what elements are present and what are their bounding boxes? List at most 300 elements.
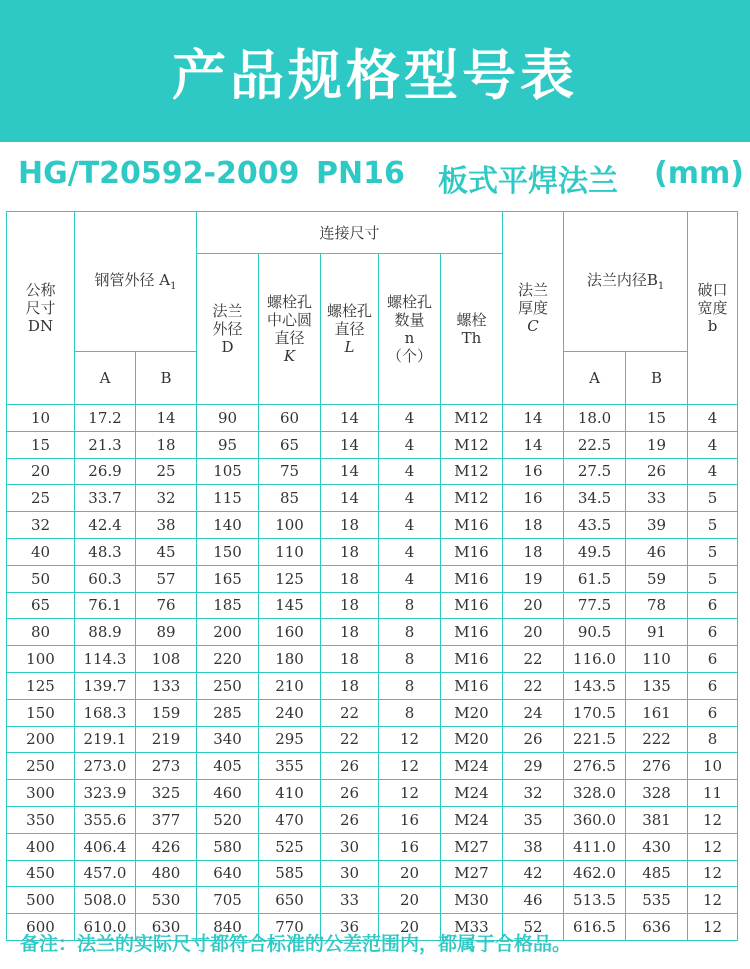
table-cell: M16 xyxy=(441,619,503,646)
table-cell: 6 xyxy=(688,699,738,726)
table-cell: 20 xyxy=(7,458,75,485)
table-cell: 52 xyxy=(503,914,564,941)
table-cell: 20 xyxy=(379,860,441,887)
table-cell: 100 xyxy=(7,646,75,673)
table-row xyxy=(7,860,738,887)
table-cell: 616.5 xyxy=(564,914,626,941)
header-bolt-qty-l1: 螺栓孔 xyxy=(387,293,433,311)
table-cell: 42.4 xyxy=(75,512,136,539)
table-cell: 34.5 xyxy=(564,485,626,512)
table-cell: 16 xyxy=(503,485,564,512)
table-cell: 25 xyxy=(136,458,197,485)
table-cell: 460 xyxy=(197,780,259,807)
table-cell: 85 xyxy=(259,485,321,512)
table-cell: 168.3 xyxy=(75,699,136,726)
table-cell: 105 xyxy=(197,458,259,485)
table-cell: 426 xyxy=(136,833,197,860)
table-cell: 485 xyxy=(626,860,688,887)
table-cell: 90 xyxy=(197,405,259,432)
table-cell: 33 xyxy=(626,485,688,512)
header-bevel-l2: 宽度 xyxy=(697,299,728,317)
table-cell: 5 xyxy=(688,485,738,512)
table-cell: 273 xyxy=(136,753,197,780)
table-cell: 276.5 xyxy=(564,753,626,780)
table-cell: 18 xyxy=(503,512,564,539)
table-cell: 470 xyxy=(259,806,321,833)
table-cell: 18.0 xyxy=(564,405,626,432)
table-cell: 500 xyxy=(7,887,75,914)
table-cell: 5 xyxy=(688,565,738,592)
table-cell: 150 xyxy=(197,538,259,565)
header-flange-od-l2: 外径 xyxy=(212,320,243,338)
table-cell: 19 xyxy=(503,565,564,592)
table-cell: 143.5 xyxy=(564,672,626,699)
table-cell: 40 xyxy=(7,538,75,565)
table-cell: 18 xyxy=(321,565,379,592)
table-cell: 161 xyxy=(626,699,688,726)
table-cell: 116.0 xyxy=(564,646,626,673)
table-cell: 12 xyxy=(688,860,738,887)
table-cell: 24 xyxy=(503,699,564,726)
table-cell: 8 xyxy=(379,619,441,646)
table-cell: 285 xyxy=(197,699,259,726)
table-cell: 48.3 xyxy=(75,538,136,565)
table-cell: 19 xyxy=(626,431,688,458)
header-pipe-od-sub: 1 xyxy=(170,280,177,292)
table-cell: 29 xyxy=(503,753,564,780)
table-cell: 350 xyxy=(7,806,75,833)
table-cell: 12 xyxy=(688,806,738,833)
table-cell: 42 xyxy=(503,860,564,887)
table-cell: 273.0 xyxy=(75,753,136,780)
table-cell: 20 xyxy=(503,592,564,619)
table-cell: 340 xyxy=(197,726,259,753)
table-row xyxy=(7,806,738,833)
header-pipe-b: B xyxy=(136,352,197,405)
table-cell: 4 xyxy=(688,458,738,485)
table-cell: 36 xyxy=(321,914,379,941)
header-bolt-qty-l2: 数量 xyxy=(394,311,425,329)
table-cell: 630 xyxy=(136,914,197,941)
table-cell: 640 xyxy=(197,860,259,887)
table-cell: 135 xyxy=(626,672,688,699)
table-cell: 89 xyxy=(136,619,197,646)
table-cell: 457.0 xyxy=(75,860,136,887)
header-flange-id-label: 法兰内径B xyxy=(586,270,658,289)
table-cell: 4 xyxy=(688,405,738,432)
table-row xyxy=(7,538,738,565)
table-cell: 220 xyxy=(197,646,259,673)
table-cell: 4 xyxy=(688,431,738,458)
table-cell: 4 xyxy=(379,512,441,539)
table-cell: 77.5 xyxy=(564,592,626,619)
table-cell: 26 xyxy=(321,780,379,807)
table-row xyxy=(7,672,738,699)
table-cell: 411.0 xyxy=(564,833,626,860)
table-cell: 45 xyxy=(136,538,197,565)
header-id-b: B xyxy=(626,352,688,405)
table-cell: 160 xyxy=(259,619,321,646)
table-cell: 355 xyxy=(259,753,321,780)
table-row xyxy=(7,512,738,539)
table-cell: 100 xyxy=(259,512,321,539)
table-cell: 535 xyxy=(626,887,688,914)
table-cell: 38 xyxy=(503,833,564,860)
table-cell: M20 xyxy=(441,699,503,726)
table-cell: 78 xyxy=(626,592,688,619)
table-cell: 16 xyxy=(379,806,441,833)
table-cell: 50 xyxy=(7,565,75,592)
table-cell: 200 xyxy=(7,726,75,753)
table-cell: 840 xyxy=(197,914,259,941)
table-cell: M16 xyxy=(441,538,503,565)
table-cell: 8 xyxy=(379,592,441,619)
table-cell: 125 xyxy=(259,565,321,592)
table-cell: 170.5 xyxy=(564,699,626,726)
table-row xyxy=(7,458,738,485)
table-cell: 10 xyxy=(7,405,75,432)
table-cell: 450 xyxy=(7,860,75,887)
table-cell: 770 xyxy=(259,914,321,941)
table-cell: 32 xyxy=(503,780,564,807)
table-cell: 6 xyxy=(688,672,738,699)
header-dn-l2: 尺寸 xyxy=(25,299,56,317)
table-cell: M12 xyxy=(441,431,503,458)
table-cell: 400 xyxy=(7,833,75,860)
table-cell: 300 xyxy=(7,780,75,807)
header-bolt-hole-l1: 螺栓孔 xyxy=(327,302,373,320)
table-cell: 65 xyxy=(7,592,75,619)
table-cell: 480 xyxy=(136,860,197,887)
header-bolt-qty-l3: n xyxy=(404,329,415,347)
table-cell: 377 xyxy=(136,806,197,833)
table-cell: 185 xyxy=(197,592,259,619)
table-cell: 705 xyxy=(197,887,259,914)
table-cell: 4 xyxy=(379,538,441,565)
table-cell: 18 xyxy=(503,538,564,565)
table-cell: 61.5 xyxy=(564,565,626,592)
table-cell: 114.3 xyxy=(75,646,136,673)
table-cell: 57 xyxy=(136,565,197,592)
header-flange-od-l1: 法兰 xyxy=(212,302,243,320)
header-flange-od xyxy=(197,254,259,405)
table-cell: 133 xyxy=(136,672,197,699)
header-bolt-circle-l1: 螺栓孔 xyxy=(267,293,313,311)
table-cell: 80 xyxy=(7,619,75,646)
header-bevel xyxy=(688,212,738,405)
table-cell: 33.7 xyxy=(75,485,136,512)
spec-table xyxy=(6,211,738,941)
table-cell: 49.5 xyxy=(564,538,626,565)
table-cell: M16 xyxy=(441,646,503,673)
header-bolt-l1: 螺栓 xyxy=(456,311,487,329)
table-cell: 250 xyxy=(197,672,259,699)
table-cell: 14 xyxy=(503,405,564,432)
table-cell: M12 xyxy=(441,405,503,432)
table-cell: 219.1 xyxy=(75,726,136,753)
table-cell: 95 xyxy=(197,431,259,458)
table-cell: M16 xyxy=(441,592,503,619)
header-connection: 连接尺寸 xyxy=(197,212,503,254)
table-cell: 140 xyxy=(197,512,259,539)
table-cell: 6 xyxy=(688,619,738,646)
product-name: 板式平焊法兰 xyxy=(438,164,618,199)
header-pipe-od-label: 钢管外径 A xyxy=(94,270,171,289)
table-cell: 75 xyxy=(259,458,321,485)
header-bolt-circle-l3: 直径 xyxy=(274,329,305,347)
header-bolt-hole-l2: 直径 xyxy=(334,320,365,338)
table-row xyxy=(7,753,738,780)
table-cell: 8 xyxy=(379,672,441,699)
header-flange-id xyxy=(564,212,688,352)
table-cell: 12 xyxy=(688,833,738,860)
table-cell: M16 xyxy=(441,672,503,699)
table-cell: 14 xyxy=(321,485,379,512)
table-cell: 12 xyxy=(379,780,441,807)
header-thickness xyxy=(503,212,564,405)
table-cell: 18 xyxy=(321,512,379,539)
table-cell: 430 xyxy=(626,833,688,860)
table-cell: 150 xyxy=(7,699,75,726)
table-body xyxy=(7,405,738,941)
table-row xyxy=(7,405,738,432)
table-cell: M16 xyxy=(441,512,503,539)
header-thickness-l2: 厚度 xyxy=(518,299,549,317)
table-cell: 26 xyxy=(626,458,688,485)
table-cell: 5 xyxy=(688,538,738,565)
table-cell: 520 xyxy=(197,806,259,833)
table-cell: 17.2 xyxy=(75,405,136,432)
table-cell: 18 xyxy=(321,592,379,619)
table-cell: 46 xyxy=(503,887,564,914)
table-cell: 328 xyxy=(626,780,688,807)
table-cell: 165 xyxy=(197,565,259,592)
table-cell: 508.0 xyxy=(75,887,136,914)
table-row xyxy=(7,887,738,914)
table-cell: 585 xyxy=(259,860,321,887)
table-row xyxy=(7,619,738,646)
table-cell: 600 xyxy=(7,914,75,941)
table-cell: M20 xyxy=(441,726,503,753)
table-cell: 39 xyxy=(626,512,688,539)
table-cell: 91 xyxy=(626,619,688,646)
table-cell: 26 xyxy=(321,806,379,833)
table-cell: 14 xyxy=(321,405,379,432)
table-cell: 110 xyxy=(259,538,321,565)
table-cell: 250 xyxy=(7,753,75,780)
table-cell: 26 xyxy=(321,753,379,780)
table-cell: 14 xyxy=(503,431,564,458)
table-cell: 90.5 xyxy=(564,619,626,646)
table-cell: 110 xyxy=(626,646,688,673)
table-cell: 525 xyxy=(259,833,321,860)
table-cell: 12 xyxy=(688,887,738,914)
table-row xyxy=(7,431,738,458)
table-cell: 5 xyxy=(688,512,738,539)
table-cell: 20 xyxy=(379,914,441,941)
table-cell: 405 xyxy=(197,753,259,780)
table-cell: 11 xyxy=(688,780,738,807)
table-cell: 43.5 xyxy=(564,512,626,539)
header-bolt-qty-l4: （个） xyxy=(387,347,433,365)
table-cell: 108 xyxy=(136,646,197,673)
table-cell: 30 xyxy=(321,833,379,860)
table-cell: 76.1 xyxy=(75,592,136,619)
table-row xyxy=(7,726,738,753)
table-row xyxy=(7,565,738,592)
table-cell: 16 xyxy=(379,833,441,860)
table-cell: 76 xyxy=(136,592,197,619)
table-cell: M27 xyxy=(441,833,503,860)
table-row xyxy=(7,592,738,619)
table-cell: 530 xyxy=(136,887,197,914)
header-dn-l3: DN xyxy=(27,317,54,335)
header-pipe-a: A xyxy=(75,352,136,405)
table-cell: 328.0 xyxy=(564,780,626,807)
header-bolt xyxy=(441,254,503,405)
table-cell: 22 xyxy=(321,699,379,726)
table-cell: 15 xyxy=(7,431,75,458)
table-cell: 139.7 xyxy=(75,672,136,699)
table-cell: 219 xyxy=(136,726,197,753)
title-banner xyxy=(0,0,750,142)
table-cell: 406.4 xyxy=(75,833,136,860)
header-thickness-l3: C xyxy=(527,317,539,335)
table-cell: M12 xyxy=(441,485,503,512)
table-cell: 12 xyxy=(379,753,441,780)
table-cell: M16 xyxy=(441,565,503,592)
header-dn xyxy=(7,212,75,405)
header-bolt-qty xyxy=(379,254,441,405)
table-cell: 6 xyxy=(688,646,738,673)
table-cell: 12 xyxy=(688,914,738,941)
header-id-a: A xyxy=(564,352,626,405)
header-bevel-l1: 破口 xyxy=(697,281,728,299)
table-cell: 59 xyxy=(626,565,688,592)
table-cell: 22 xyxy=(321,726,379,753)
table-cell: 21.3 xyxy=(75,431,136,458)
table-row xyxy=(7,833,738,860)
header-flange-od-l3: D xyxy=(221,338,234,356)
standard-code: HG/T20592-2009 xyxy=(18,156,300,191)
table-cell: M24 xyxy=(441,753,503,780)
spec-subtitle xyxy=(0,150,750,202)
table-cell: M33 xyxy=(441,914,503,941)
table-cell: 14 xyxy=(321,458,379,485)
table-cell: 115 xyxy=(197,485,259,512)
table-cell: 125 xyxy=(7,672,75,699)
table-cell: 6 xyxy=(688,592,738,619)
table-cell: 4 xyxy=(379,485,441,512)
table-cell: 200 xyxy=(197,619,259,646)
table-cell: 159 xyxy=(136,699,197,726)
table-cell: 65 xyxy=(259,431,321,458)
table-cell: 27.5 xyxy=(564,458,626,485)
table-cell: 580 xyxy=(197,833,259,860)
table-cell: 18 xyxy=(321,672,379,699)
table-row xyxy=(7,699,738,726)
table-cell: 8 xyxy=(688,726,738,753)
table-cell: 325 xyxy=(136,780,197,807)
table-cell: 636 xyxy=(626,914,688,941)
table-cell: 12 xyxy=(379,726,441,753)
table-row xyxy=(7,780,738,807)
table-cell: 35 xyxy=(503,806,564,833)
table-cell: 276 xyxy=(626,753,688,780)
table-cell: 323.9 xyxy=(75,780,136,807)
table-cell: 18 xyxy=(321,646,379,673)
header-dn-l1: 公称 xyxy=(25,281,56,299)
table-cell: 8 xyxy=(379,699,441,726)
table-cell: 240 xyxy=(259,699,321,726)
table-cell: 4 xyxy=(379,405,441,432)
table-cell: 26 xyxy=(503,726,564,753)
header-bolt-circle-l2: 中心圆 xyxy=(267,311,313,329)
table-cell: 18 xyxy=(136,431,197,458)
table-cell: 295 xyxy=(259,726,321,753)
table-cell: 180 xyxy=(259,646,321,673)
header-bolt-hole xyxy=(321,254,379,405)
table-cell: 462.0 xyxy=(564,860,626,887)
table-header xyxy=(7,212,738,405)
table-cell: M30 xyxy=(441,887,503,914)
header-bolt-circle xyxy=(259,254,321,405)
table-cell: M12 xyxy=(441,458,503,485)
table-cell: 60.3 xyxy=(75,565,136,592)
header-bolt-circle-l4: K xyxy=(283,347,296,365)
table-cell: 22.5 xyxy=(564,431,626,458)
table-cell: 4 xyxy=(379,458,441,485)
table-cell: 4 xyxy=(379,431,441,458)
unit-label: (mm) xyxy=(654,156,744,191)
table-cell: M27 xyxy=(441,860,503,887)
table-cell: 25 xyxy=(7,485,75,512)
table-row xyxy=(7,485,738,512)
table-cell: 210 xyxy=(259,672,321,699)
table-cell: 22 xyxy=(503,646,564,673)
table-cell: 26.9 xyxy=(75,458,136,485)
header-bolt-hole-l3: L xyxy=(344,338,355,356)
table-cell: 222 xyxy=(626,726,688,753)
table-cell: 60 xyxy=(259,405,321,432)
table-cell: 381 xyxy=(626,806,688,833)
table-cell: 16 xyxy=(503,458,564,485)
table-cell: 18 xyxy=(321,538,379,565)
page-title: 产品规格型号表 xyxy=(172,43,578,107)
table-cell: 145 xyxy=(259,592,321,619)
table-cell: 20 xyxy=(503,619,564,646)
table-cell: 221.5 xyxy=(564,726,626,753)
footnote: 备注：法兰的实际尺寸都符合标准的公差范围内，都属于合格品。 xyxy=(20,933,572,955)
table-cell: M24 xyxy=(441,780,503,807)
header-pipe-od xyxy=(75,212,197,352)
table-cell: 410 xyxy=(259,780,321,807)
table-cell: 10 xyxy=(688,753,738,780)
table-cell: M24 xyxy=(441,806,503,833)
table-cell: 88.9 xyxy=(75,619,136,646)
table-cell: 360.0 xyxy=(564,806,626,833)
table-row xyxy=(7,646,738,673)
table-cell: 46 xyxy=(626,538,688,565)
table-cell: 355.6 xyxy=(75,806,136,833)
table-cell: 18 xyxy=(321,619,379,646)
table-cell: 22 xyxy=(503,672,564,699)
header-bolt-l2: Th xyxy=(461,329,482,347)
table-cell: 32 xyxy=(7,512,75,539)
table-cell: 610.0 xyxy=(75,914,136,941)
table-cell: 38 xyxy=(136,512,197,539)
table-cell: 8 xyxy=(379,646,441,673)
